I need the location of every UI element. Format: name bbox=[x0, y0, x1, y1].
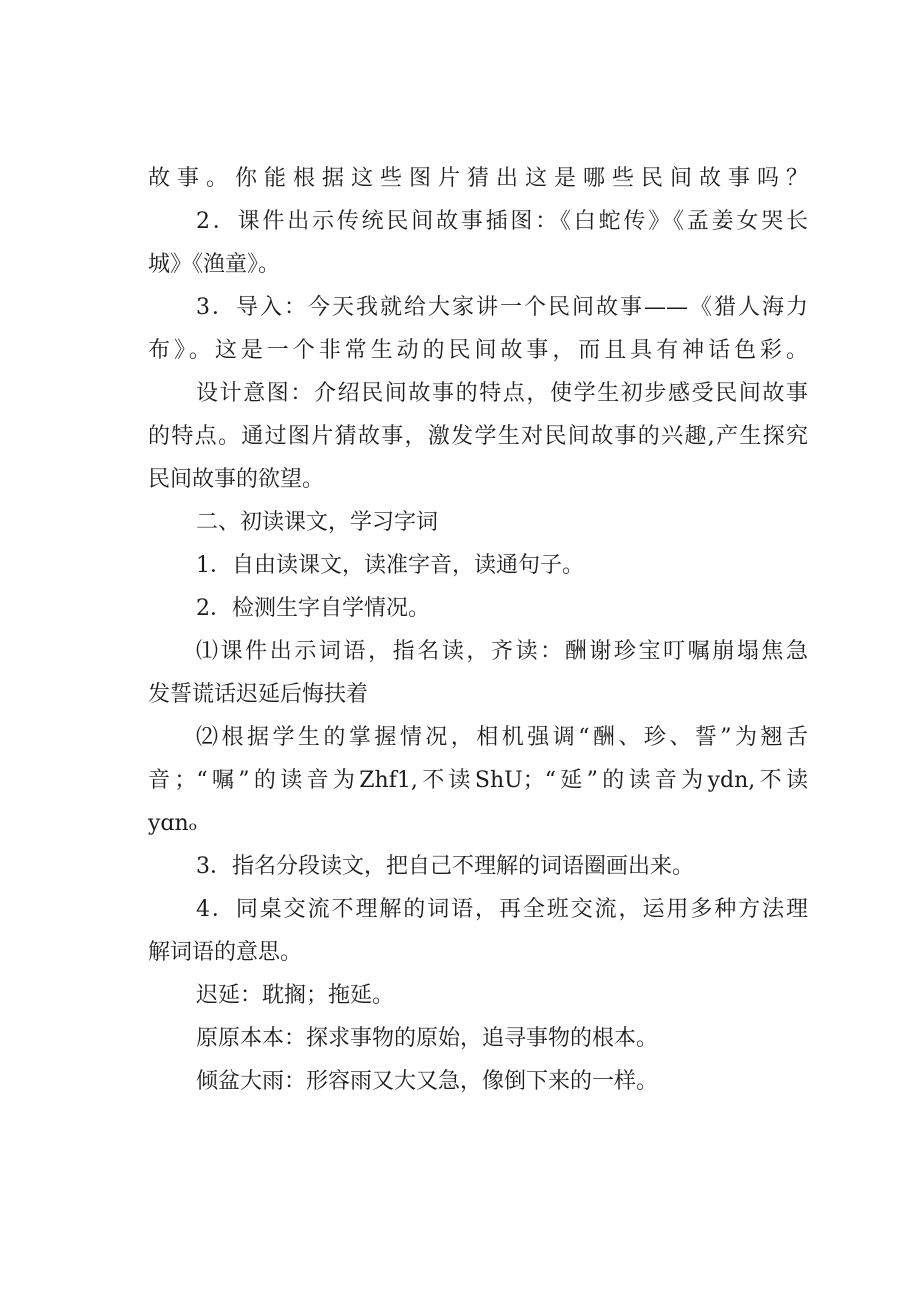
text-line: 2．检测生字自学情况。 bbox=[196, 596, 430, 621]
section-heading: 二、初读课文，学习字词 bbox=[196, 510, 439, 535]
text-line: ⑵根据学生的掌握情况，相机强调“酬、珍、誓”为翘舌 bbox=[196, 725, 808, 750]
text-line: 设计意图：介绍民间故事的特点，使学生初步感受民间故事 bbox=[196, 381, 808, 406]
text-line: 3．指名分段读文，把自己不理解的词语圈画出来。 bbox=[196, 854, 694, 879]
text-line: 2．课件出示传统民间故事插图：《白蛇传》《孟姜女哭长 bbox=[196, 209, 808, 234]
text-line: ⑴课件出示词语，指名读，齐读：酬谢珍宝叮嘱崩塌焦急 bbox=[196, 639, 808, 664]
text-line: 故事。你能根据这些图片猜出这是哪些民间故事吗？ bbox=[148, 166, 808, 191]
definition-line: 原原本本：探求事物的原始，追寻事物的根本。 bbox=[196, 1026, 659, 1051]
text-line: 1．自由读课文，读准字音，读通句子。 bbox=[196, 553, 584, 578]
text-line: 3．导入：今天我就给大家讲一个民间故事——《猎人海力 bbox=[196, 295, 808, 320]
text-line: 民间故事的欲望。 bbox=[148, 467, 325, 492]
text-line: 布》。这是一个非常生动的民间故事，而且具有神话色彩。 bbox=[148, 338, 808, 363]
text-line: 4．同桌交流不理解的词语，再全班交流，运用多种方法理 bbox=[196, 897, 808, 922]
text-line: 发誓谎话迟延后悔扶着 bbox=[148, 682, 369, 707]
document-body bbox=[148, 157, 808, 1103]
text-line: 的特点。通过图片猜故事，激发学生对民间故事的兴趣,产生探究 bbox=[148, 424, 808, 449]
text-line: 城》《渔童》。 bbox=[148, 252, 281, 277]
definition-line: 迟延：耽搁；拖延。 bbox=[196, 983, 395, 1008]
definition-line: 倾盆大雨：形容雨又大又急，像倒下来的一样。 bbox=[196, 1069, 659, 1094]
text-line: yɑnₒ bbox=[148, 811, 198, 836]
text-line: 解词语的意思。 bbox=[148, 940, 303, 965]
text-line: 音；“嘱”的读音为Zhf1,不读ShU；“延”的读音为ydn,不读 bbox=[148, 768, 808, 793]
